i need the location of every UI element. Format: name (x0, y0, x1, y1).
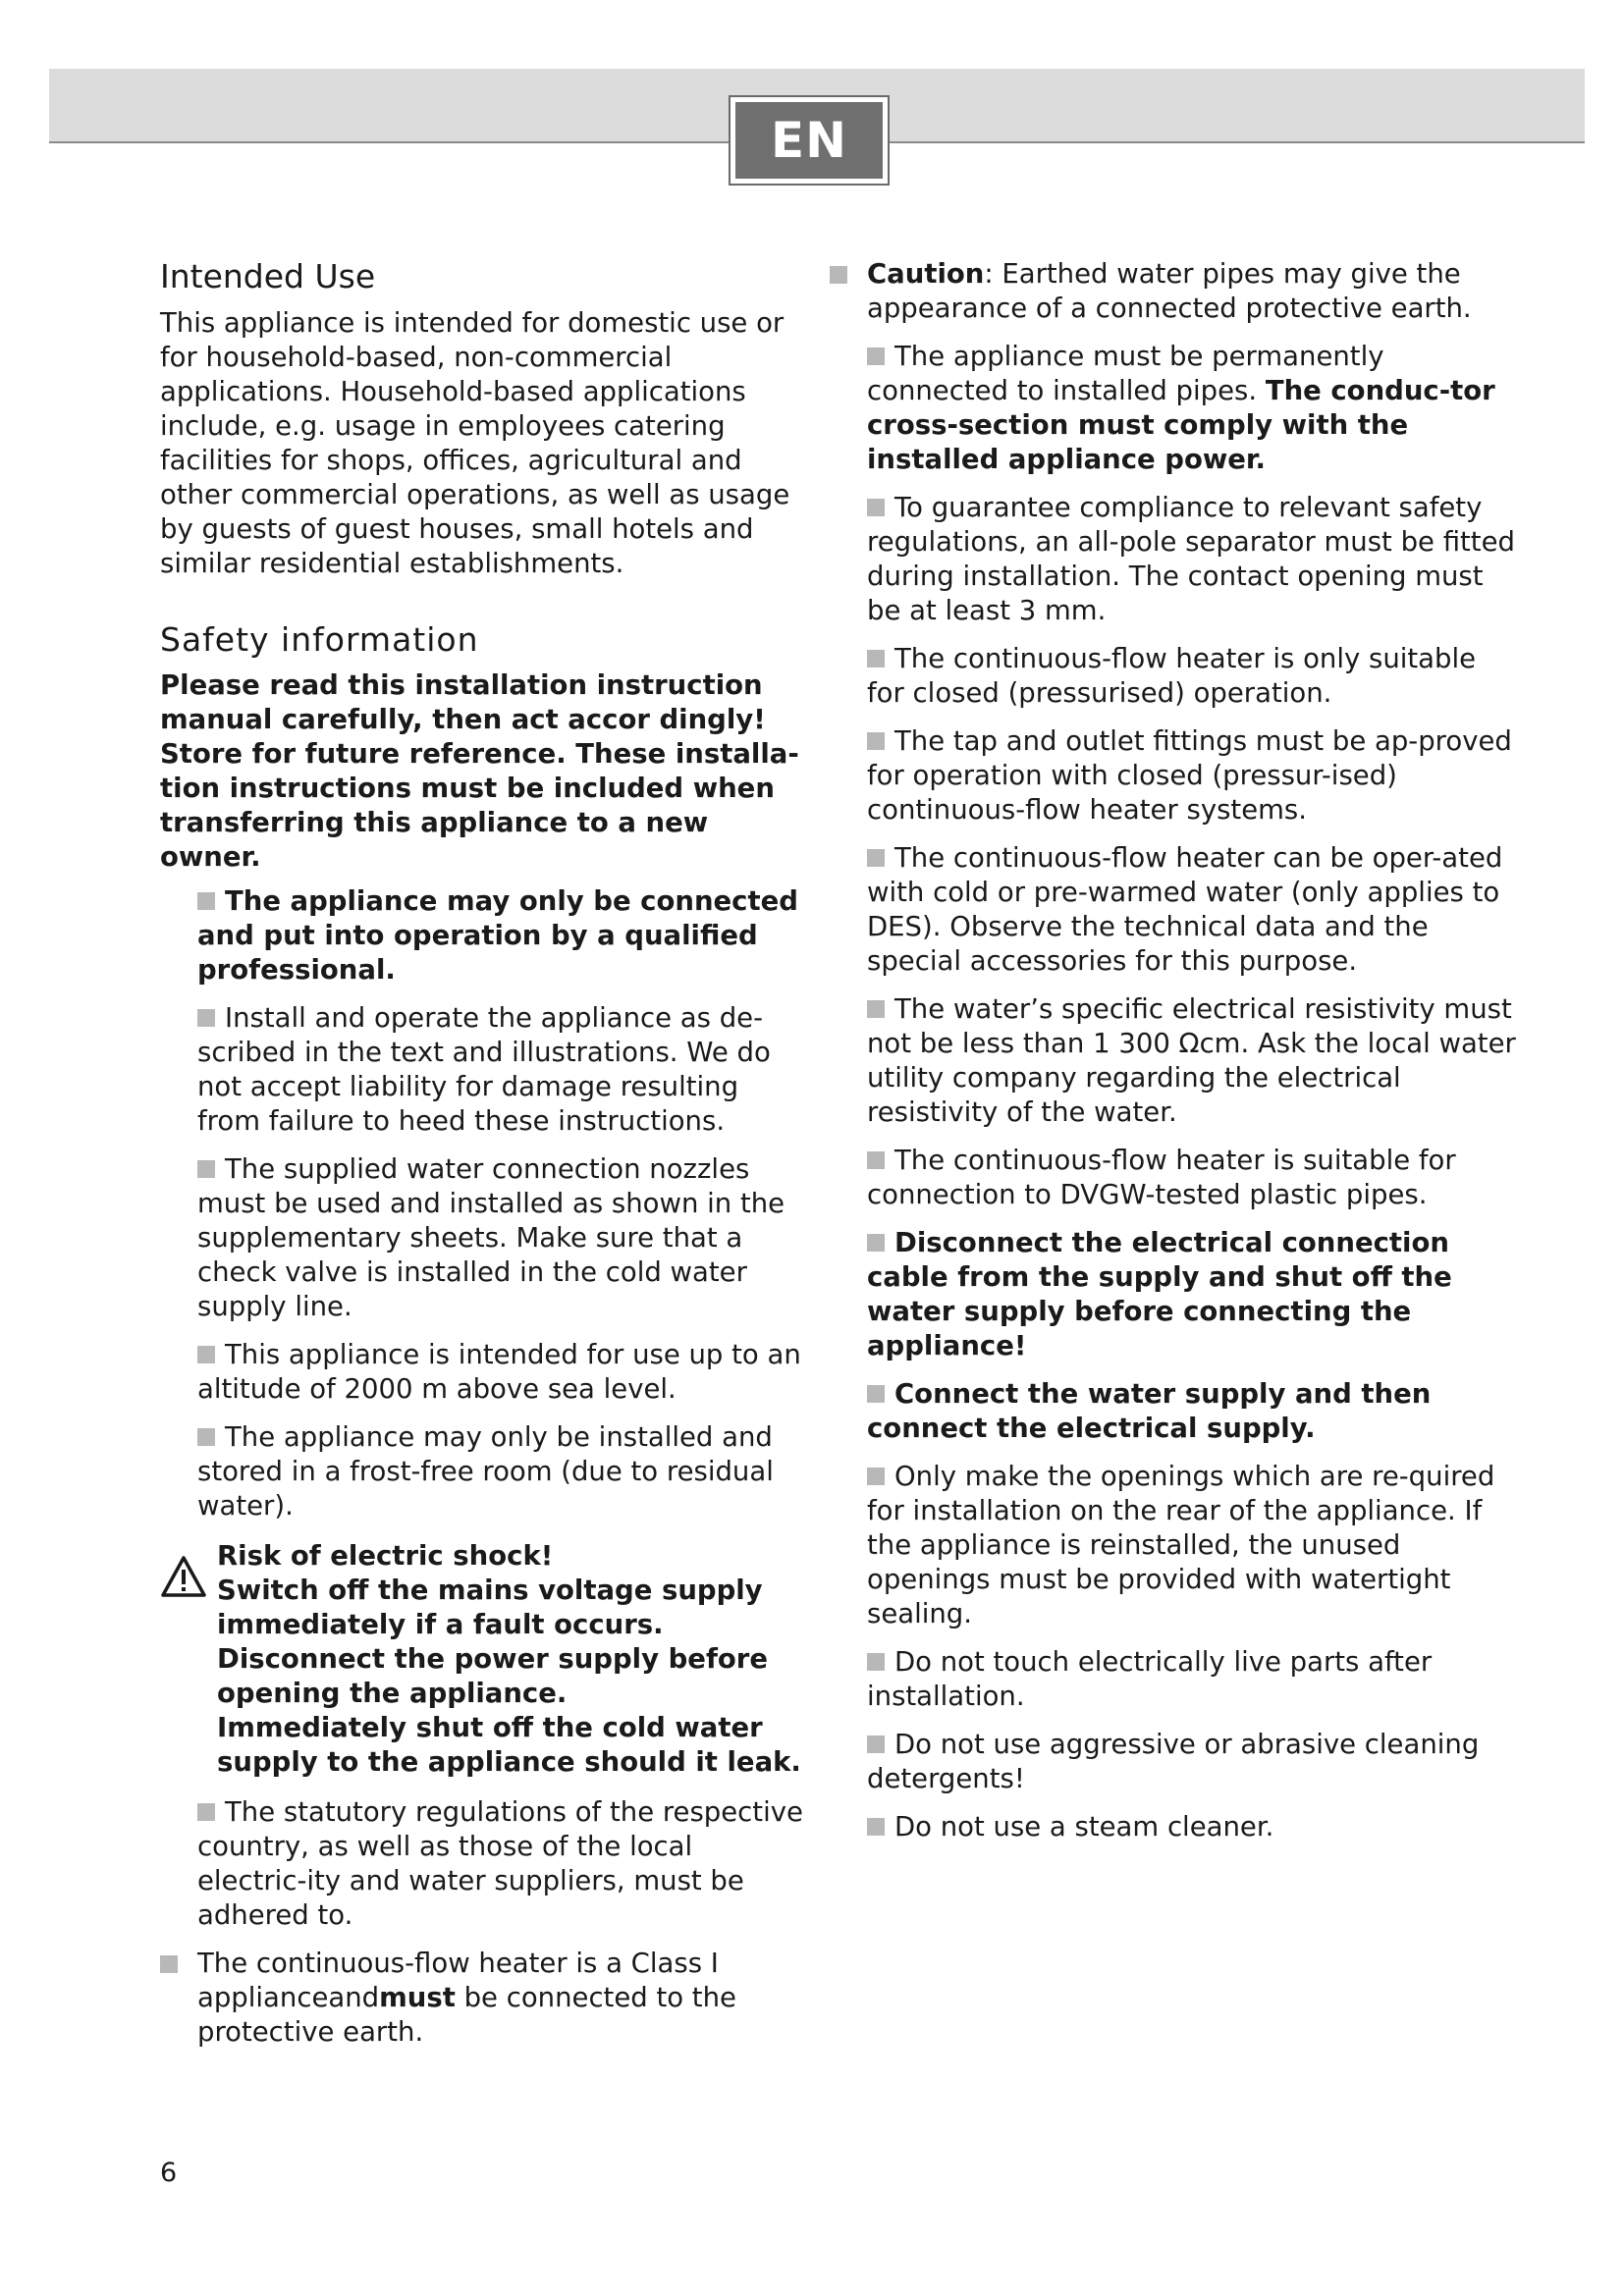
safety-item: The continuous-flow heater is suitable for connection to DVGW-tested plastic pipes. (867, 1145, 1456, 1210)
safety-item: The appliance may only be connected and put into operation by a qualified professional. (197, 885, 798, 987)
bullet-square-icon (197, 1009, 215, 1027)
bullet-square-icon (197, 1160, 215, 1178)
safety-item: Install and operate the appliance as de-scribed in the text and illustrations. We do not accept liability for damage resulting from failure to heed these instructions. (197, 1002, 771, 1138)
safety-item: Do not use a steam cleaner. (830, 1810, 1517, 1844)
safety-item: The appliance must be permanently connected to installed pipes. The conduc-tor cross-section must comply with the installed appliance power. (867, 341, 1495, 475)
page-number: 6 (160, 2158, 178, 2188)
left-column (160, 257, 808, 2063)
bullet-square-icon (867, 1000, 885, 1018)
bullet-square-icon (867, 1468, 885, 1485)
language-badge (729, 95, 890, 186)
warning-line: Switch off the mains voltage supply immediately if a fault occurs. (217, 1575, 763, 1641)
safety-item: The continuous-flow heater is only suitable for closed (pressurised) operation. (867, 643, 1477, 709)
bullet-square-icon (867, 1818, 885, 1836)
intended-use-text: This appliance is intended for domestic use or for household-based, non-commercial applications. Household-based applications include, e.g. usage in employees catering facilities for shops, offices, agricultural and other commercial operations, as well as usage by guests of guest houses, small hotels and similar residential establishments. (160, 306, 790, 579)
safety-item: This appliance is intended for use up to an altitude of 2000 m above sea level. (197, 1339, 801, 1406)
safety-item: The appliance may only be installed and stored in a frost-free room (due to residual water). (197, 1421, 774, 1522)
language-label: EN (735, 102, 883, 179)
bullet-square-icon (830, 266, 847, 284)
intended-use-title: Intended Use (160, 257, 376, 295)
safety-item: The statutory regulations of the respective country, as well as those of the local electric-ity and water suppliers, must be adhered to. (197, 1796, 803, 1932)
warning-line: Risk of electric shock! (217, 1540, 554, 1573)
electric-shock-warning (160, 1539, 808, 1780)
warning-triangle-icon (160, 1555, 207, 1598)
safety-item: The continuous-flow heater can be oper-ated with cold or pre-warmed water (only applies to DES). Observe the technical data and the special accessories for this purpose. (867, 842, 1503, 977)
bullet-square-icon (197, 1346, 215, 1363)
bullet-square-icon (197, 892, 215, 910)
safety-intro: Please read this installation instruction manual carefully, then act accor dingly! Store for future reference. These installa-tion instructions must be included when transferring this appliance to a new owner. (160, 669, 799, 874)
safety-item: Do not touch electrically live parts after installation. (867, 1646, 1433, 1712)
bullet-square-icon (867, 650, 885, 667)
bullet-square-icon (197, 1428, 215, 1446)
safety-item: Only make the openings which are re-quired for installation on the rear of the appliance. If the appliance is reinstalled, the unused openings must be provided with watertight sealing. (867, 1461, 1495, 1629)
safety-item-class1: The continuous-flow heater is a Class I applianceandmust be connected to the protective earth. (160, 1947, 808, 2050)
bullet-square-icon (867, 347, 885, 365)
safety-title: Safety information (160, 619, 479, 659)
bullet-square-icon (197, 1803, 215, 1821)
bullet-square-icon (867, 1653, 885, 1671)
safety-item-bold: Disconnect the electrical connection cable from the supply and shut off the water supply before connecting the appliance! (867, 1227, 1452, 1362)
warning-line: Disconnect the power supply before opening the appliance. (217, 1643, 769, 1710)
caution-item: Caution: Earthed water pipes may give the appearance of a connected protective earth. (830, 257, 1517, 326)
right-column (830, 257, 1517, 1858)
safety-item: The water’s specific electrical resistivity must not be less than 1 300 Ωcm. Ask the local water utility company regarding the electrical resistivity of the water. (867, 993, 1516, 1128)
bullet-square-icon (867, 1735, 885, 1753)
bullet-square-icon (160, 1955, 178, 1973)
safety-item-bold: Connect the water supply and then connect the electrical supply. (867, 1378, 1432, 1444)
safety-item: Do not use aggressive or abrasive cleaning detergents! (867, 1729, 1480, 1794)
bullet-square-icon (867, 499, 885, 516)
bullet-square-icon (867, 1234, 885, 1252)
safety-item: To guarantee compliance to relevant safety regulations, an all-pole separator must be fitted during installation. The contact opening must be at least 3 mm. (867, 492, 1515, 626)
bullet-square-icon (867, 849, 885, 867)
bullet-square-icon (867, 1385, 885, 1403)
bullet-square-icon (867, 732, 885, 750)
warning-line: Immediately shut off the cold water supply to the appliance should it leak. (217, 1712, 801, 1779)
safety-item: The tap and outlet fittings must be ap-proved for operation with closed (pressur-ised) continuous-flow heater systems. (867, 725, 1512, 826)
safety-item: The supplied water connection nozzles must be used and installed as shown in the supplementary sheets. Make sure that a check valve is installed in the cold water supply line. (197, 1153, 785, 1323)
bullet-square-icon (867, 1151, 885, 1169)
